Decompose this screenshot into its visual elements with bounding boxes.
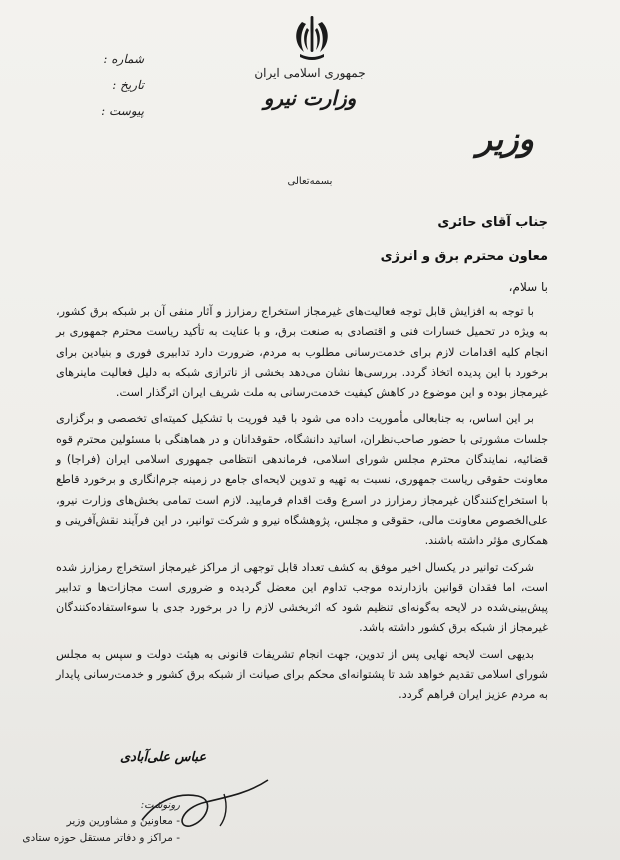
cc-item: - معاونین و مشاورین وزیر — [66, 815, 180, 827]
iran-emblem-icon — [288, 14, 336, 66]
ref-number-label: شماره : — [103, 52, 144, 66]
addressee-position: معاون محترم برق و انرژی — [380, 249, 548, 264]
cc-title: رونوشت: — [140, 800, 180, 811]
salutation: با سلام، — [508, 280, 548, 294]
minister-title: وزیر — [476, 120, 534, 158]
letter-body — [56, 302, 548, 712]
ref-date-label: تاریخ : — [112, 78, 144, 92]
cc-item: - مراکز و دفاتر مستقل حوزه ستادی — [22, 832, 180, 844]
basmala: بسمه‌تعالی — [287, 176, 333, 187]
body-paragraph: بدیهی است لایحه نهایی پس از تدوین، جهت انجام تشریفات قانونی به هیئت دولت و سپس به مجلس شورای اسلامی تقدیم خواهد شد تا پشتوانه‌ای محکم برای صیانت از شبکه برق کشور و خدمت‌رسانی پایدار به مردم عزیز ایران فراهم گردد. — [56, 647, 548, 702]
ministry-title: وزارت نیرو — [263, 86, 357, 110]
signature-name: عباس علی‌آبادی — [120, 750, 207, 765]
body-paragraph: شرکت توانیر در یکسال اخیر موفق به کشف تعداد قابل توجهی از مراکز غیرمجاز استخراج رمزارز شده است، اما فقدان قوانین بازدارنده موجب تداوم این معضل گردیده و ضروری است مجازات‌ها و تدابیر پیش‌بینی‌شده در لایحه به‌گونه‌ای تنظیم شود که اثربخشی لازم را در برخورد جدی با سوءاستفاده‌کنندگان غیرمجاز از شبکه برق کشور داشته باشد. — [56, 560, 548, 635]
addressee-block — [148, 206, 548, 274]
ref-attachment-label: پیوست : — [101, 104, 144, 118]
republic-title: جمهوری اسلامی ایران — [254, 66, 366, 80]
body-paragraph: بر این اساس، به جنابعالی مأموریت داده می شود با قید فوریت با تشکیل کمیته‌ای تخصصی و برگزاری جلسات مشورتی با حضور صاحب‌نظران، اساتید دانشگاه، حقوقدانان و در هماهنگی با مسئولین محترم قوه قضائیه، نمایندگان محترم مجلس شورای اسلامی، فرماندهی انتظامی جمهوری اسلامی ایران (فراجا) و معاونت حقوقی ریاست جمهوری، نسبت به تهیه و تدوین لایحه‌ای جامع در زمینه جرم‌انگاری و برخورد قاطع با استخراج‌کنندگان غیرمجاز رمزارز در اسرع وقت اقدام فرمایید. لازم است تمامی بخش‌های وزارت نیرو، علی‌الخصوص معاونت مالی، حقوقی و مجلس، پژوهشگاه نیرو و شرکت توانیر، در این فرآیند نقش‌آفرینی و همکاری مؤثر داشته باشند. — [56, 412, 548, 548]
cc-block — [20, 800, 180, 847]
addressee-name: جناب آقای حائری — [437, 215, 548, 230]
body-paragraph: با توجه به افزایش قابل توجه فعالیت‌های غیرمجاز استخراج رمزارز و آثار منفی آن بر شبکه برق کشور، به ویژه در تحمیل خسارات فنی و اقتصادی به صنعت برق، و با عنایت به تأکید ریاست محترم جمهوری بر انجام کلیه اقدامات لازم برای خدمت‌رسانی مطلوب به مردم، ضرورت دارد تدابیری فوری و بنیادین برای برخورد با این پدیده اتخاذ گردد. بررسی‌ها نشان می‌دهد بخشی از ناترازی شبکه به دلیل فعالیت ماینرهای غیرمجاز بوده و این موضوع در کاهش کیفیت خدمت‌رسانی به ملت شریف ایران اثرگذار است. — [56, 305, 548, 400]
reference-box — [82, 52, 144, 130]
